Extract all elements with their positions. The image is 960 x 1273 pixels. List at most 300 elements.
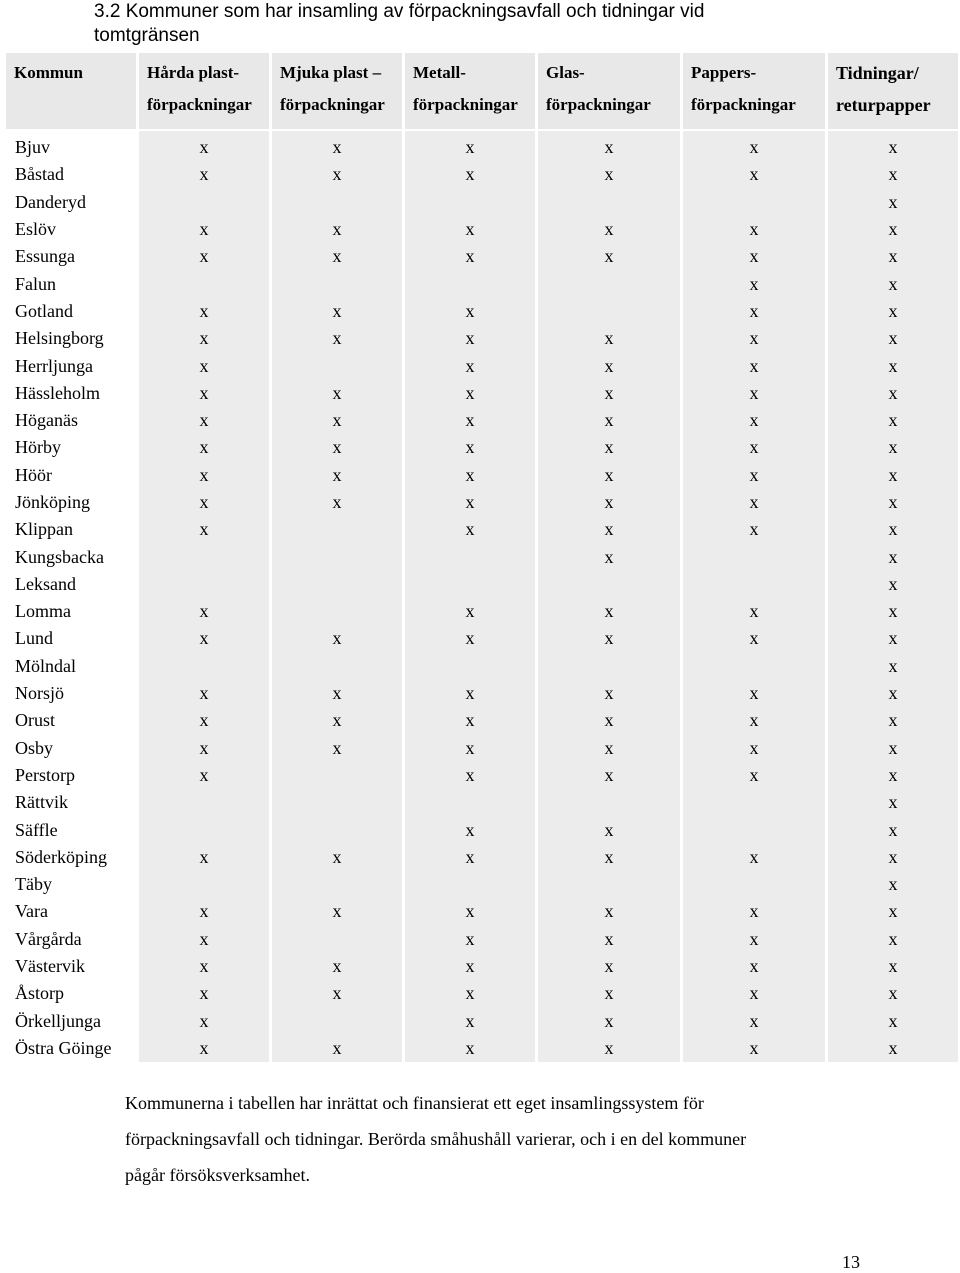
table-cell [683, 653, 825, 680]
kommun-cell: Eslöv [15, 219, 57, 240]
column-header-glas [538, 53, 680, 131]
table-body [6, 131, 958, 1062]
table-cell: x [828, 131, 958, 161]
column-header-mjuka-plast [272, 53, 402, 131]
table-cell [538, 653, 680, 680]
table-cell: x [272, 462, 402, 489]
kommun-cell: Hörby [15, 437, 61, 458]
table-cell [272, 653, 402, 680]
table-cell: x [139, 1035, 269, 1062]
table-row [6, 131, 958, 161]
table-cell [139, 571, 269, 598]
table-cell: x [683, 707, 825, 734]
table-cell: x [405, 352, 535, 379]
table-cell: x [272, 325, 402, 352]
table-cell: x [683, 243, 825, 270]
table-cell: x [683, 216, 825, 243]
table-row [6, 953, 958, 980]
table-cell: x [405, 325, 535, 352]
table-cell: x [683, 462, 825, 489]
table-cell: x [405, 762, 535, 789]
table-cell: x [272, 1035, 402, 1062]
table-cell: x [828, 352, 958, 379]
column-header-metall [405, 53, 535, 131]
table-cell: x [405, 131, 535, 161]
table-row [6, 707, 958, 734]
kommun-cell: Östra Göinge [15, 1037, 112, 1058]
table-cell: x [405, 680, 535, 707]
table-cell [272, 543, 402, 570]
table-cell [272, 352, 402, 379]
table-cell [139, 270, 269, 297]
table-cell: x [683, 298, 825, 325]
table-cell: x [405, 298, 535, 325]
table-cell: x [828, 270, 958, 297]
table-cell [139, 189, 269, 216]
table-row [6, 298, 958, 325]
column-header-line-1: Kommun [14, 63, 83, 82]
section-heading [94, 0, 854, 48]
table-cell [272, 516, 402, 543]
table-cell: x [139, 298, 269, 325]
table-cell [272, 189, 402, 216]
kommun-cell: Osby [15, 737, 54, 758]
table-cell: x [828, 462, 958, 489]
table-cell: x [405, 953, 535, 980]
table-cell: x [405, 462, 535, 489]
table-row [6, 1035, 958, 1062]
kommun-cell: Herrljunga [15, 355, 93, 376]
table-cell: x [405, 434, 535, 461]
table-cell: x [405, 407, 535, 434]
table-cell [405, 543, 535, 570]
table-row [6, 489, 958, 516]
kommun-cell: Söderköping [15, 846, 107, 867]
table-cell [272, 571, 402, 598]
table-cell [538, 871, 680, 898]
table-cell: x [272, 407, 402, 434]
table-cell: x [683, 926, 825, 953]
column-header-kommun [6, 53, 136, 131]
table-cell [405, 571, 535, 598]
table-cell: x [683, 1008, 825, 1035]
kommun-cell: Rättvik [15, 792, 68, 813]
table-cell [405, 789, 535, 816]
table-cell: x [538, 953, 680, 980]
table-cell: x [828, 161, 958, 188]
table-cell: x [405, 816, 535, 843]
kommun-cell: Essunga [15, 246, 75, 267]
table-row [6, 1008, 958, 1035]
table-cell: x [139, 735, 269, 762]
table-cell: x [538, 352, 680, 379]
table-cell: x [828, 707, 958, 734]
kommun-cell: Täby [15, 874, 52, 895]
table-cell [272, 598, 402, 625]
table-cell: x [405, 161, 535, 188]
table-cell: x [538, 489, 680, 516]
paragraph-line-1: Kommunerna i tabellen har inrättat och finansierat ett eget insamlingssystem för [125, 1093, 704, 1113]
table-cell: x [405, 489, 535, 516]
paragraph-line-3: pågår försöksverksamhet. [125, 1165, 310, 1185]
table-cell: x [683, 1035, 825, 1062]
table-row [6, 380, 958, 407]
paragraph-line-2: förpackningsavfall och tidningar. Berörda småhushåll varierar, och i en del kommuner [125, 1129, 747, 1149]
table-cell: x [828, 735, 958, 762]
table-row [6, 735, 958, 762]
kommun-cell: Åstorp [15, 983, 64, 1004]
table-cell [272, 1008, 402, 1035]
table-cell: x [683, 407, 825, 434]
table-cell: x [405, 898, 535, 925]
kommun-cell: Helsingborg [15, 328, 104, 349]
table-cell: x [538, 407, 680, 434]
table-row [6, 898, 958, 925]
table-cell: x [683, 762, 825, 789]
table-cell [683, 571, 825, 598]
table-row [6, 352, 958, 379]
table-cell: x [828, 407, 958, 434]
table-cell: x [139, 844, 269, 871]
table-cell: x [139, 352, 269, 379]
table-cell: x [828, 216, 958, 243]
table-row [6, 407, 958, 434]
kommun-cell: Örkelljunga [15, 1010, 101, 1031]
column-header-line-2: förpackningar [147, 95, 252, 114]
table-cell: x [538, 680, 680, 707]
table-cell: x [139, 516, 269, 543]
column-header-line-1: Mjuka plast – [280, 63, 382, 82]
table-cell [139, 789, 269, 816]
column-header-line-2: förpackningar [413, 95, 518, 114]
table-cell: x [828, 625, 958, 652]
column-header-line-1: Metall- [413, 63, 466, 82]
table-cell: x [683, 980, 825, 1007]
kommun-cell: Västervik [15, 956, 85, 977]
table-cell: x [405, 243, 535, 270]
table-cell: x [405, 735, 535, 762]
table-row [6, 762, 958, 789]
table-cell [683, 543, 825, 570]
kommun-cell: Höganäs [15, 410, 78, 431]
table-cell: x [828, 189, 958, 216]
table-row [6, 462, 958, 489]
section-heading-line-2: tomtgränsen [94, 25, 200, 46]
table-cell: x [828, 243, 958, 270]
table-cell: x [139, 243, 269, 270]
table-cell: x [139, 1008, 269, 1035]
kommun-cell: Lund [15, 628, 53, 649]
kommun-cell: Vårgårda [15, 928, 82, 949]
table-cell: x [272, 298, 402, 325]
kommun-cell: Båstad [15, 164, 64, 185]
table-cell: x [828, 571, 958, 598]
kommun-cell: Falun [15, 273, 57, 294]
table-row [6, 543, 958, 570]
table-cell: x [538, 898, 680, 925]
table-cell: x [272, 380, 402, 407]
table-cell: x [828, 298, 958, 325]
table-cell: x [139, 953, 269, 980]
table-cell: x [272, 434, 402, 461]
table-cell: x [139, 462, 269, 489]
table-cell: x [683, 352, 825, 379]
table-cell: x [683, 325, 825, 352]
table-row [6, 325, 958, 352]
table-cell: x [538, 762, 680, 789]
table-cell: x [139, 762, 269, 789]
column-header-tidningar [828, 53, 958, 131]
table-cell: x [139, 898, 269, 925]
table-cell: x [139, 216, 269, 243]
table-row [6, 653, 958, 680]
kommun-cell: Bjuv [15, 137, 51, 158]
table-cell: x [683, 434, 825, 461]
table-cell: x [828, 871, 958, 898]
table-cell: x [538, 926, 680, 953]
table-row [6, 189, 958, 216]
table-cell: x [538, 598, 680, 625]
table-cell: x [272, 625, 402, 652]
table-cell: x [139, 625, 269, 652]
table-cell: x [683, 953, 825, 980]
table-cell [272, 270, 402, 297]
table-cell: x [139, 926, 269, 953]
table-cell: x [538, 243, 680, 270]
table-cell: x [828, 926, 958, 953]
table-cell: x [139, 407, 269, 434]
kommun-cell: Norsjö [15, 683, 64, 704]
table-cell: x [828, 844, 958, 871]
table-header-row [6, 53, 958, 131]
table-cell: x [828, 789, 958, 816]
table-cell: x [139, 680, 269, 707]
table-cell [139, 816, 269, 843]
table-cell: x [405, 598, 535, 625]
table-cell: x [538, 161, 680, 188]
table-cell: x [139, 707, 269, 734]
table-row [6, 516, 958, 543]
table-cell: x [538, 735, 680, 762]
table-row [6, 243, 958, 270]
table-cell: x [683, 516, 825, 543]
table-cell: x [538, 131, 680, 161]
table-cell: x [538, 380, 680, 407]
table-cell: x [828, 489, 958, 516]
table-cell: x [272, 898, 402, 925]
table-cell: x [683, 131, 825, 161]
kommun-cell: Kungsbacka [15, 546, 104, 567]
column-header-harda-plast [139, 53, 269, 131]
table-cell: x [828, 543, 958, 570]
table-cell [683, 789, 825, 816]
table-cell: x [683, 489, 825, 516]
table-cell [272, 816, 402, 843]
table-cell: x [272, 980, 402, 1007]
table-cell: x [538, 980, 680, 1007]
table-cell: x [683, 380, 825, 407]
table-cell: x [538, 216, 680, 243]
kommun-cell: Mölndal [15, 655, 76, 676]
table-row [6, 816, 958, 843]
table-cell: x [538, 844, 680, 871]
table-row [6, 871, 958, 898]
table-row [6, 434, 958, 461]
column-header-line-2: förpackningar [280, 95, 385, 114]
explanation-paragraph [125, 1085, 855, 1193]
section-heading-line-1: 3.2 Kommuner som har insamling av förpackningsavfall och tidningar vid [94, 1, 705, 22]
table-cell [683, 871, 825, 898]
kommun-cell: Höör [15, 464, 52, 485]
table-cell: x [139, 161, 269, 188]
table-cell: x [828, 898, 958, 925]
table-cell: x [538, 516, 680, 543]
table-cell: x [405, 216, 535, 243]
table-cell: x [405, 1008, 535, 1035]
table-cell: x [683, 598, 825, 625]
table-cell: x [683, 844, 825, 871]
table-cell [538, 189, 680, 216]
table-cell [272, 789, 402, 816]
table-row [6, 598, 958, 625]
table-cell: x [272, 161, 402, 188]
table-cell: x [828, 953, 958, 980]
table-row [6, 571, 958, 598]
table-cell [538, 571, 680, 598]
column-header-line-1: Glas- [546, 63, 585, 82]
table-cell [272, 871, 402, 898]
table-row [6, 161, 958, 188]
table-cell: x [405, 1035, 535, 1062]
table-row [6, 216, 958, 243]
table-cell: x [405, 980, 535, 1007]
table-cell: x [828, 762, 958, 789]
kommun-cell: Vara [15, 901, 48, 922]
table-row [6, 844, 958, 871]
table-row [6, 625, 958, 652]
table-cell: x [683, 625, 825, 652]
table-cell: x [828, 516, 958, 543]
table-cell: x [538, 1035, 680, 1062]
table-cell [405, 871, 535, 898]
table-cell: x [405, 516, 535, 543]
table-cell: x [139, 980, 269, 1007]
table-cell: x [538, 1008, 680, 1035]
table-cell: x [405, 926, 535, 953]
table-cell [538, 298, 680, 325]
table-cell: x [828, 380, 958, 407]
table-cell: x [405, 380, 535, 407]
table-cell: x [828, 325, 958, 352]
table-cell: x [272, 953, 402, 980]
table-cell: x [405, 844, 535, 871]
kommun-cell: Jönköping [15, 492, 91, 512]
table-cell [405, 189, 535, 216]
table-cell: x [538, 543, 680, 570]
table-cell: x [272, 243, 402, 270]
table-cell: x [139, 131, 269, 161]
table-cell: x [139, 380, 269, 407]
table-cell: x [272, 489, 402, 516]
table-cell: x [538, 816, 680, 843]
table-cell: x [272, 844, 402, 871]
column-header-line-2: förpackningar [546, 95, 651, 114]
table-cell: x [538, 462, 680, 489]
table-cell: x [139, 434, 269, 461]
table-cell: x [538, 707, 680, 734]
table-cell [405, 653, 535, 680]
kommun-cell: Klippan [15, 519, 73, 540]
table-cell [538, 270, 680, 297]
table-cell: x [683, 680, 825, 707]
column-header-line-1: Tidningar/ [836, 63, 919, 83]
table-cell: x [139, 598, 269, 625]
table-cell: x [683, 270, 825, 297]
table-cell: x [683, 898, 825, 925]
column-header-line-1: Hårda plast- [147, 63, 240, 82]
kommun-cell: Gotland [15, 300, 73, 321]
table-row [6, 680, 958, 707]
kommuner-table [3, 53, 960, 1062]
table-cell [683, 816, 825, 843]
table-cell [683, 189, 825, 216]
table-cell: x [272, 131, 402, 161]
table-cell: x [405, 625, 535, 652]
table-cell: x [828, 980, 958, 1007]
table-cell: x [272, 707, 402, 734]
table-cell: x [828, 434, 958, 461]
table-cell: x [272, 735, 402, 762]
kommun-cell: Hässleholm [15, 382, 100, 403]
table-cell [405, 270, 535, 297]
column-header-line-2: förpackningar [691, 95, 796, 114]
column-header-line-1: Pappers- [691, 63, 757, 82]
table-cell: x [405, 707, 535, 734]
table-row [6, 270, 958, 297]
page-number: 13 [842, 1252, 860, 1272]
column-header-pappers [683, 53, 825, 131]
table-cell: x [828, 598, 958, 625]
table-row [6, 789, 958, 816]
table-cell: x [828, 1008, 958, 1035]
table-cell: x [139, 325, 269, 352]
table-cell [139, 871, 269, 898]
table-row [6, 980, 958, 1007]
table-cell [139, 543, 269, 570]
table-cell: x [828, 816, 958, 843]
table-cell [272, 926, 402, 953]
table-cell [139, 653, 269, 680]
table-cell [538, 789, 680, 816]
kommun-cell: Säffle [15, 819, 58, 840]
table-cell: x [683, 161, 825, 188]
table-cell: x [272, 216, 402, 243]
kommun-cell: Orust [15, 710, 55, 731]
table-cell: x [538, 625, 680, 652]
table-cell: x [538, 434, 680, 461]
column-header-line-2: returpapper [836, 95, 931, 115]
kommun-cell: Danderyd [15, 191, 86, 212]
table-row [6, 926, 958, 953]
kommun-cell: Lomma [15, 601, 71, 622]
table-cell: x [538, 325, 680, 352]
kommun-cell: Perstorp [15, 764, 75, 785]
table-cell: x [272, 680, 402, 707]
table-cell: x [139, 489, 269, 516]
table-cell: x [828, 653, 958, 680]
kommun-cell: Leksand [15, 573, 76, 594]
table-cell: x [828, 1035, 958, 1062]
